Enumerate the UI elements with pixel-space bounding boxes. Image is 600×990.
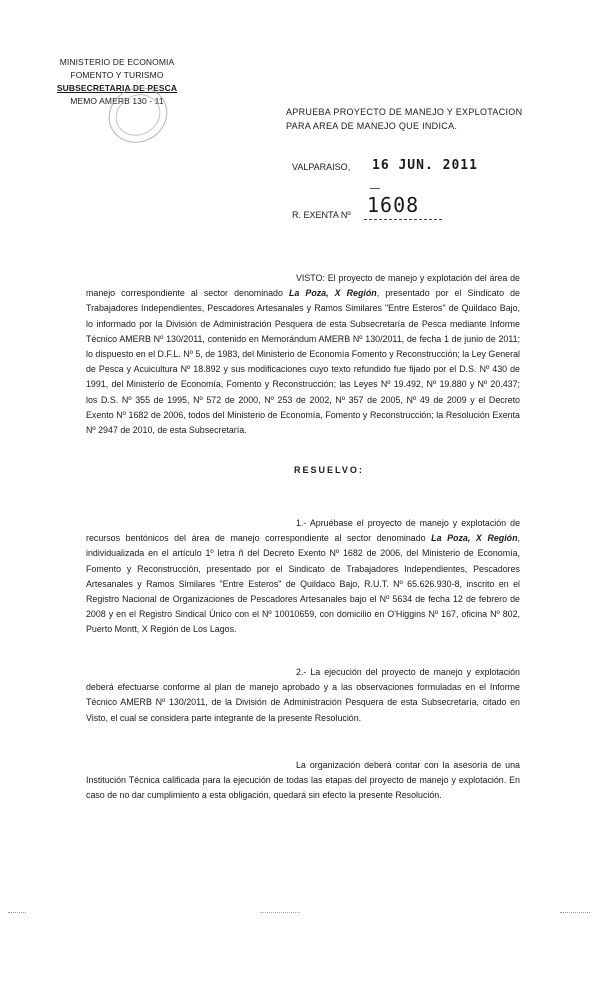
article-2-paragraph [86,665,520,726]
visto-paragraph [86,271,520,438]
visto-text-2: , presentado por el Sindicato de Trabajadores Independientes, Pescadores Artesanales y Ramos Similares "Entre Esteros" de Quildaco Bajo, lo informado por la División de Administración Pesquera de esta Subsecretaría de Pesca mediante Informe Técnico AMERB Nº 130/2011, contenido en Memorándum AMERB Nº 130/2011, de fecha 1 de junio de 2011; lo dispuesto en el D.F.L. Nº 5, de 1983, del Ministerio de Economía Fomento y Reconstrucción; la Ley General de Pesca y Acuicultura Nº 18.892 y sus modificaciones cuyo texto refundido fue fijado por el D.S. Nº 430 de 1991, del Ministerio de Economía, Fomento y Reconstrucción; las Leyes Nº 19.492, Nº 19.880 y Nº 20.437; los D.S. Nº 355 de 1995, Nº 572 de 2000, Nº 253 de 2002, Nº 357 de 2005, Nº 49 de 2009 y el Decreto Exento Nº 1682 de 2006, todos del Ministerio de Economía, Fomento y Reconstrucción; la Resolución Exenta Nº 2947 de 2010, de esta Subsecretaría. [86,288,520,436]
document-subject: APRUEBA PROYECTO DE MANEJO Y EXPLOTACION PARA AREA DE MANEJO QUE INDICA. [286,107,523,131]
resolution-number-underline [364,219,442,220]
page-edge-marks [0,912,600,916]
article-1-area-name: La Poza, X Región [431,533,518,544]
edge-mark-center [260,912,300,913]
header-line-subsecretaria: SUBSECRETARIA DE PESCA [56,83,178,93]
paragraph-3-text: La organización deberá contar con la asesoría de una Institución Técnica calificada para la ejecución de todas las etapas del proyecto de manejo y explotación. En caso de no dar cumplimiento a esta obligación, quedará sin efecto la presente Resolución. [86,760,520,801]
visto-text-1: VISTO: El proyecto de manejo y explotación del área de manejo correspondiente al sector denominado [86,273,520,299]
resuelvo-heading: RESUELVO: [294,465,364,475]
article-2-text: 2.- La ejecución del proyecto de manejo y explotación deberá efectuarse conforme al plan de manejo aprobado y a las observaciones formuladas en el Informe Técnico AMERB Nº 130/2011, de la División de Administración Pesquera de esta Subsecretaría, citado en Visto, el cual se considera parte integrante de la presente Resolución. [86,667,520,723]
visto-area-name: La Poza, X Región [288,288,377,299]
header-line-memo: MEMO AMERB 130 - 11 [70,96,164,106]
article-1-text-1: 1.- Apruébase el proyecto de manejo y explotación de recursos bentónicos del área de manejo correspondiente al sector denominado [86,518,520,544]
date-stamp: 16 JUN. 2011 [372,158,478,173]
resolution-label: R. EXENTA Nº [292,210,351,220]
header-line-fomento: FOMENTO Y TURISMO [70,70,164,80]
article-1-paragraph [86,516,520,638]
paragraph-3 [86,758,520,804]
edge-mark-left [8,912,26,913]
edge-mark-right [560,912,590,913]
article-1-text-2: , individualizada en el artículo 1º letra ñ del Decreto Exento Nº 1682 de 2006, del Ministerio de Economía, Fomento y Reconstrucción, presentado por el Sindicato de Trabajadores Independientes, Pescadores Artesanales y Ramos Similares "Entre Esteros" de Quildaco Bajo, R.U.T. Nº 65.626.930-8, inscrito en el Registro Nacional de Organizaciones de Pescadores Artesanales bajo el Nº 5634 de fecha 12 de febrero de 2008 y en el Registro Sindical Único con el Nº 10010659, con domicilio en O'Higgins Nº 167, oficina Nº 802, Puerto Montt, X Región de Los Lagos. [86,533,520,635]
place-label: VALPARAISO, [292,162,351,172]
number-tick-mark [370,188,380,189]
resolution-number: 1608 [367,193,420,217]
header-line-ministry: MINISTERIO DE ECONOMIA [59,57,175,67]
